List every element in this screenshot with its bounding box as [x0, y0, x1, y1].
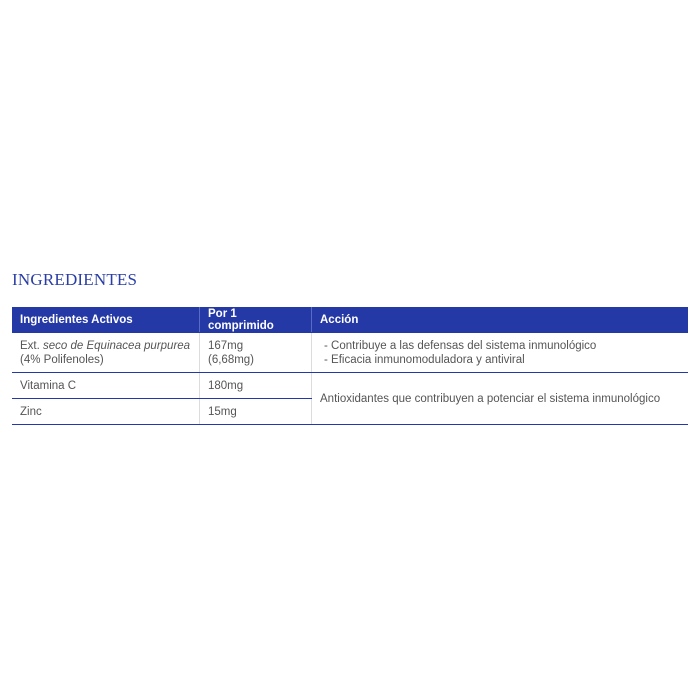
action-item: - Contribuye a las defensas del sistema inmunológico — [324, 340, 597, 352]
cell-dose — [200, 333, 312, 373]
cell-ingredient: Vitamina C — [12, 373, 200, 399]
cell-shared-action: Antioxidantes que contribuyen a potenciar el sistema inmunológico — [312, 373, 689, 425]
header-action: Acción — [312, 307, 689, 333]
cell-ingredient: Zinc — [12, 399, 200, 425]
header-row — [12, 307, 688, 333]
ingredient-italic: seco de Equinacea purpurea — [43, 340, 191, 352]
table-row — [12, 373, 688, 399]
header-per-tablet: Por 1 comprimido — [200, 307, 312, 333]
ingredient-prefix: Ext. — [20, 340, 44, 352]
section-title: INGREDIENTES — [12, 270, 138, 289]
cell-action — [312, 333, 689, 373]
cell-dose: 15mg — [200, 399, 312, 425]
ingredients-table — [12, 307, 688, 425]
dose-line-1: 167mg — [208, 340, 244, 352]
dose-line-2: (6,68mg) — [208, 354, 255, 366]
cell-ingredient — [12, 333, 200, 373]
table-header — [12, 307, 688, 333]
table-body — [12, 333, 688, 425]
action-item: - Eficacia inmunomoduladora y antiviral — [324, 354, 525, 366]
header-ingredients: Ingredientes Activos — [12, 307, 200, 333]
table-row — [12, 333, 688, 373]
ingredient-line-2: (4% Polifenoles) — [20, 354, 104, 366]
cell-dose: 180mg — [200, 373, 312, 399]
ingredient-line-1 — [20, 339, 191, 353]
action-list — [320, 339, 680, 367]
